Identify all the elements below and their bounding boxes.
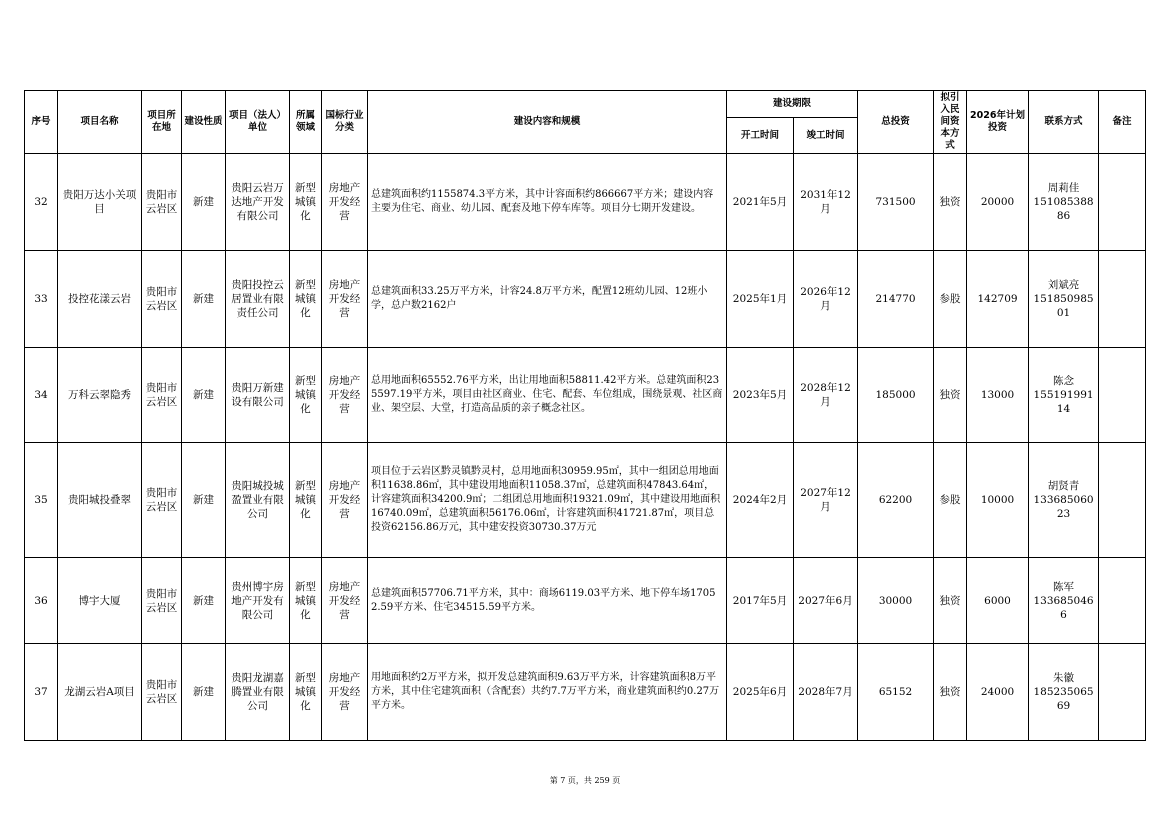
- header-remark: 备注: [1099, 91, 1146, 154]
- cell-start: 2025年6月: [727, 644, 794, 741]
- contact-phone: 13368506023: [1033, 494, 1094, 520]
- cell-location: 贵阳市云岩区: [142, 443, 182, 558]
- cell-project-name: 万科云翠隐秀: [58, 348, 142, 443]
- cell-plan-2026: 10000: [967, 443, 1029, 558]
- cell-project-name: 贵阳城投叠翠: [58, 443, 142, 558]
- cell-project-name: 博宇大厦: [58, 558, 142, 644]
- cell-industry: 房地产开发经营: [322, 251, 368, 348]
- cell-end: 2028年12月: [794, 348, 858, 443]
- cell-private-mode: 参股: [934, 443, 967, 558]
- header-seq: 序号: [25, 91, 58, 154]
- cell-contact: [1029, 644, 1099, 741]
- cell-field: 新型城镇化: [290, 558, 322, 644]
- cell-unit: 贵阳投控云居置业有限责任公司: [226, 251, 290, 348]
- cell-end: 2031年12月: [794, 154, 858, 251]
- contact-name: 朱徽: [1053, 672, 1075, 684]
- cell-remark: [1099, 154, 1146, 251]
- contact-phone: 1336850466: [1033, 594, 1094, 621]
- cell-content: 总建筑面积约1155874.3平方米，其中计容面积约866667平方米；建设内容主要为住宅、商业、幼儿园、配套及地下停车库等。项目分七期开发建设。: [368, 154, 727, 251]
- cell-nature: 新建: [182, 558, 226, 644]
- cell-remark: [1099, 348, 1146, 443]
- table-row: [25, 443, 1146, 558]
- cell-remark: [1099, 443, 1146, 558]
- cell-start: 2017年5月: [727, 558, 794, 644]
- contact-name: 陈军: [1053, 580, 1075, 593]
- cell-seq: 33: [25, 251, 58, 348]
- cell-location: 贵阳市云岩区: [142, 154, 182, 251]
- cell-plan-2026: 6000: [967, 558, 1029, 644]
- cell-contact: [1029, 251, 1099, 348]
- cell-private-mode: 参股: [934, 251, 967, 348]
- contact-name: 陈念: [1053, 375, 1075, 387]
- header-row-1: [25, 91, 1146, 118]
- cell-location: 贵阳市云岩区: [142, 251, 182, 348]
- header-industry: 国标行业分类: [322, 91, 368, 154]
- cell-nature: 新建: [182, 154, 226, 251]
- contact-phone: 18523506569: [1033, 686, 1094, 712]
- cell-seq: 36: [25, 558, 58, 644]
- cell-content: 用地面积约2万平方米，拟开发总建筑面积9.63万平方米，计容建筑面积8万平方米，其中住宅建筑面积（含配套）共约7.7万平方米，商业建筑面积约0.27万平方米。: [368, 644, 727, 741]
- cell-field: 新型城镇化: [290, 348, 322, 443]
- cell-remark: [1099, 644, 1146, 741]
- header-nature: 建设性质: [182, 91, 226, 154]
- cell-content: 总用地面积65552.76平方米，出让用地面积58811.42平方米。总建筑面积235597.19平方米，项目由社区商业、住宅、配套、车位组成，围绕景观、社区商业、架空层、大堂，打造高品质的亲子概念社区。: [368, 348, 727, 443]
- cell-total: 185000: [858, 348, 934, 443]
- cell-industry: 房地产开发经营: [322, 644, 368, 741]
- cell-project-name: 贵阳万达小关项目: [58, 154, 142, 251]
- header-private-mode: 拟引入民间资本方式: [934, 91, 967, 154]
- cell-contact: [1029, 154, 1099, 251]
- cell-unit: 贵州博宇房地产开发有限公司: [226, 558, 290, 644]
- cell-plan-2026: 13000: [967, 348, 1029, 443]
- cell-end: 2027年6月: [794, 558, 858, 644]
- header-period: 建设期限: [727, 91, 858, 118]
- cell-total: 30000: [858, 558, 934, 644]
- cell-project-name: 投控花漾云岩: [58, 251, 142, 348]
- cell-remark: [1099, 251, 1146, 348]
- cell-start: 2021年5月: [727, 154, 794, 251]
- cell-location: 贵阳市云岩区: [142, 348, 182, 443]
- cell-end: 2028年7月: [794, 644, 858, 741]
- table-row: [25, 251, 1146, 348]
- cell-location: 贵阳市云岩区: [142, 644, 182, 741]
- cell-private-mode: 独资: [934, 558, 967, 644]
- header-end: 竣工时间: [794, 118, 858, 154]
- cell-private-mode: 独资: [934, 348, 967, 443]
- cell-total: 214770: [858, 251, 934, 348]
- cell-nature: 新建: [182, 443, 226, 558]
- cell-nature: 新建: [182, 644, 226, 741]
- cell-unit: 贵阳龙湖嘉腾置业有限公司: [226, 644, 290, 741]
- contact-name: 胡贤青: [1047, 480, 1080, 492]
- header-content: 建设内容和规模: [368, 91, 727, 154]
- header-unit: 项目（法人）单位: [226, 91, 290, 154]
- cell-start: 2023年5月: [727, 348, 794, 443]
- cell-unit: 贵阳城投城盈置业有限公司: [226, 443, 290, 558]
- page-footer: 第 7 页，共 259 页: [549, 776, 621, 785]
- cell-content: 总建筑面积33.25万平方米，计容24.8万平方米，配置12班幼儿园、12班小学，总户数2162户: [368, 251, 727, 348]
- contact-phone: 15185098501: [1033, 293, 1094, 319]
- cell-private-mode: 独资: [934, 644, 967, 741]
- table-row: [25, 558, 1146, 644]
- table-row: [25, 348, 1146, 443]
- cell-location: 贵阳市云岩区: [142, 558, 182, 644]
- cell-field: 新型城镇化: [290, 644, 322, 741]
- cell-project-name: 龙湖云岩A项目: [58, 644, 142, 741]
- cell-contact: [1029, 443, 1099, 558]
- cell-total: 65152: [858, 644, 934, 741]
- header-plan-2026: 2026年计划投资: [967, 91, 1029, 154]
- cell-plan-2026: 20000: [967, 154, 1029, 251]
- cell-unit: 贵阳云岩万达地产开发有限公司: [226, 154, 290, 251]
- header-location: 项目所在地: [142, 91, 182, 154]
- contact-name: 刘斌亮: [1047, 279, 1080, 291]
- cell-field: 新型城镇化: [290, 154, 322, 251]
- contact-phone: 15519199114: [1033, 389, 1094, 415]
- cell-start: 2024年2月: [727, 443, 794, 558]
- cell-seq: 34: [25, 348, 58, 443]
- cell-nature: 新建: [182, 251, 226, 348]
- cell-plan-2026: 24000: [967, 644, 1029, 741]
- cell-industry: 房地产开发经营: [322, 558, 368, 644]
- cell-seq: 37: [25, 644, 58, 741]
- header-project-name: 项目名称: [58, 91, 142, 154]
- cell-field: 新型城镇化: [290, 251, 322, 348]
- header-field: 所属领域: [290, 91, 322, 154]
- header-start: 开工时间: [727, 118, 794, 154]
- cell-private-mode: 独资: [934, 154, 967, 251]
- cell-industry: 房地产开发经营: [322, 154, 368, 251]
- cell-contact: [1029, 348, 1099, 443]
- table-row: [25, 644, 1146, 741]
- cell-contact: [1029, 558, 1099, 644]
- cell-remark: [1099, 558, 1146, 644]
- table-row: [25, 154, 1146, 251]
- cell-plan-2026: 142709: [967, 251, 1029, 348]
- cell-seq: 35: [25, 443, 58, 558]
- cell-total: 62200: [858, 443, 934, 558]
- header-total: 总投资: [858, 91, 934, 154]
- cell-total: 731500: [858, 154, 934, 251]
- cell-unit: 贵阳万新建设有限公司: [226, 348, 290, 443]
- cell-start: 2025年1月: [727, 251, 794, 348]
- contact-name: 周莉佳: [1047, 182, 1080, 194]
- project-table: [24, 90, 1146, 741]
- cell-end: 2027年12月: [794, 443, 858, 558]
- cell-field: 新型城镇化: [290, 443, 322, 558]
- header-contact: 联系方式: [1029, 91, 1099, 154]
- cell-industry: 房地产开发经营: [322, 348, 368, 443]
- cell-content: 总建筑面积57706.71平方米，其中：商场6119.03平方米、地下停车场17052.59平方米、住宅34515.59平方米。: [368, 558, 727, 644]
- cell-end: 2026年12月: [794, 251, 858, 348]
- cell-industry: 房地产开发经营: [322, 443, 368, 558]
- contact-phone: 15108538886: [1033, 196, 1094, 222]
- cell-content: 项目位于云岩区黔灵镇黔灵村，总用地面积30959.95㎡，其中一组团总用地面积11638.86㎡，其中建设用地面积11058.37㎡，总建筑面积47843.64㎡，计容建筑面积34200.9㎡；二组团总用地面积19321.09㎡，其中建设用地面积16740.09㎡，总建筑面积56176.06㎡，计容建筑面积41721.87㎡，项目总投资62156.86万元，其中建安投资30730.37万元: [368, 443, 727, 558]
- cell-nature: 新建: [182, 348, 226, 443]
- cell-seq: 32: [25, 154, 58, 251]
